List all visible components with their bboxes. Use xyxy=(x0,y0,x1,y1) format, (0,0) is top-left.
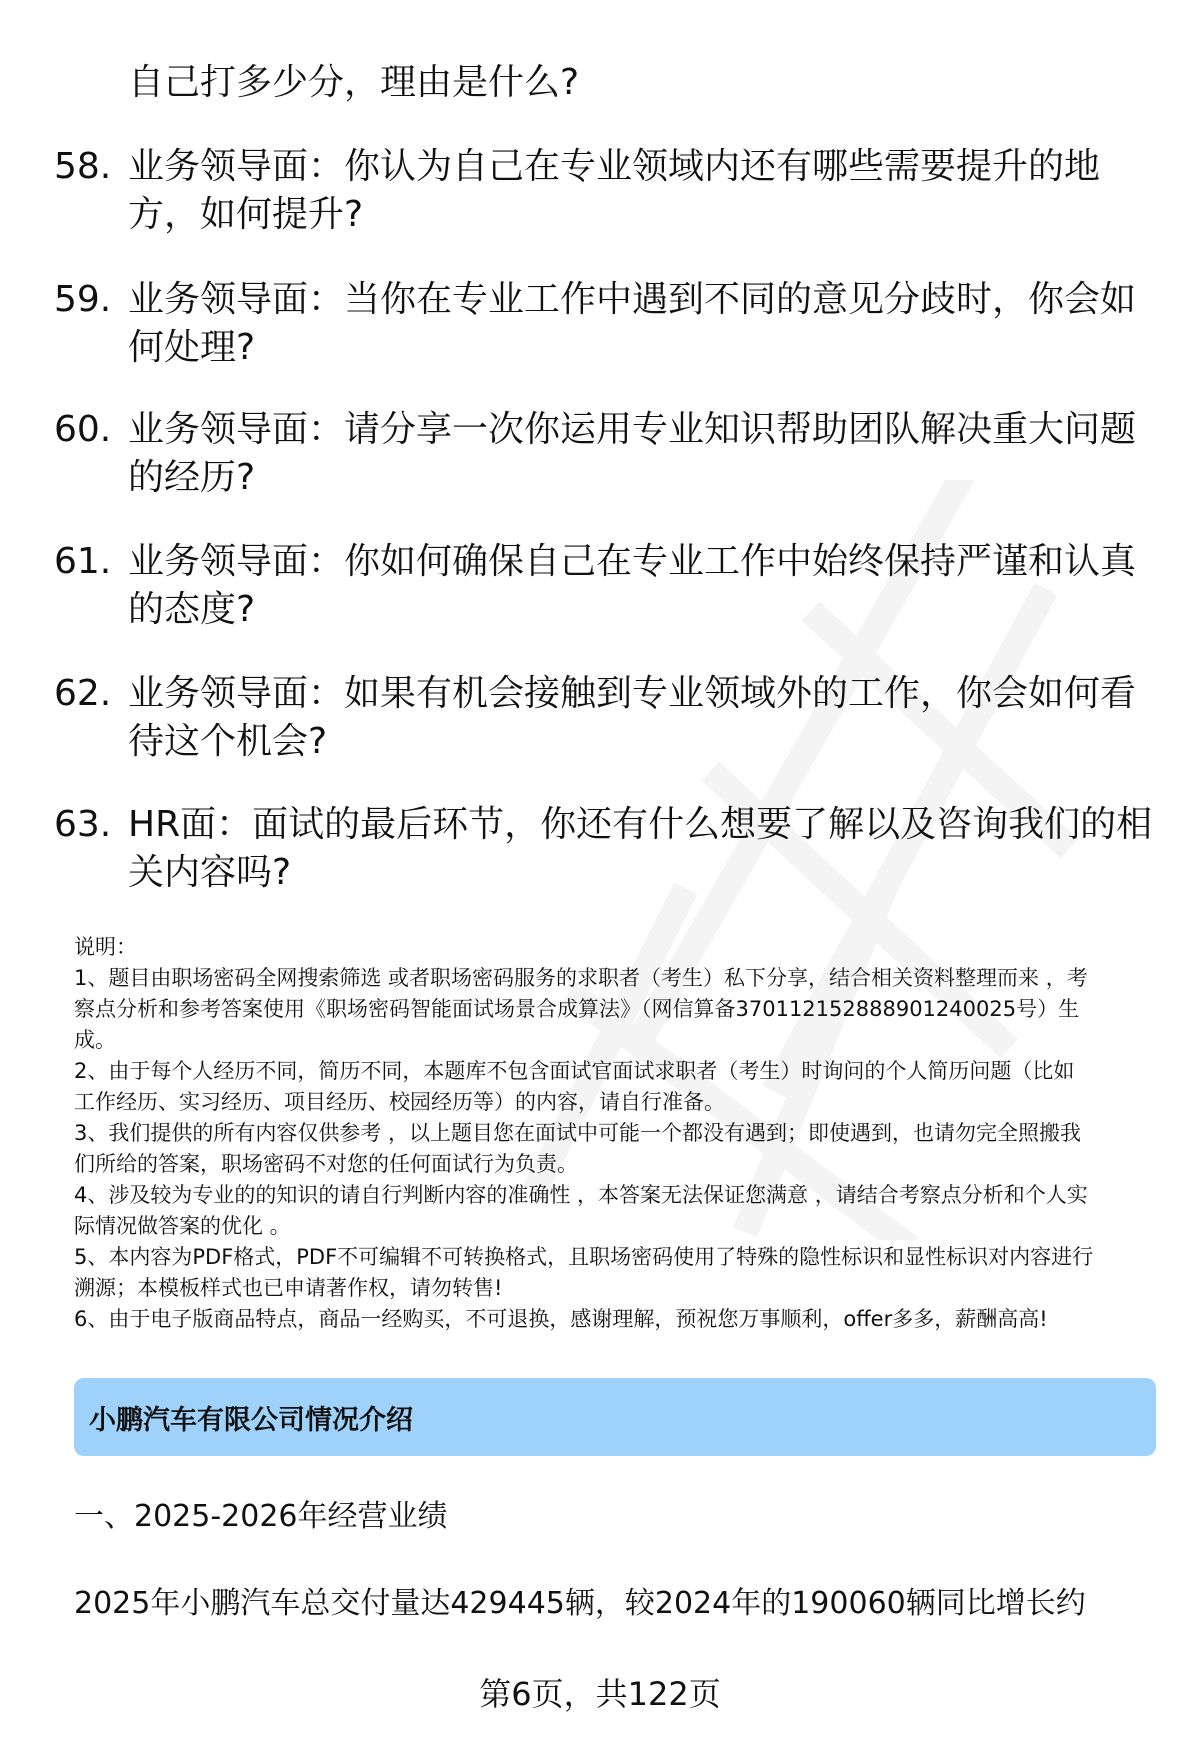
notes-line: 溯源；本模板样式也已申请著作权，请勿转售! xyxy=(74,1276,503,1300)
section-paragraph: 2025年小鹏汽车总交付量达429445辆，较2024年的190060辆同比增长约 xyxy=(74,1586,1086,1621)
disclaimer-notes xyxy=(74,932,1164,1335)
question-continuation-text: 自己打多少分，理由是什么? xyxy=(128,62,580,103)
question-line: 待这个机会? xyxy=(128,721,328,762)
banner-title: 小鹏汽车有限公司情况介绍 xyxy=(89,1404,413,1436)
question-number: 60. xyxy=(54,409,112,450)
notes-line: 察点分析和参考答案使用《职场密码智能面试场景合成算法》（网信算备370112152888901240025号）生 xyxy=(74,997,1080,1021)
question-line: 的经历? xyxy=(128,457,256,498)
question-number: 58. xyxy=(54,146,112,187)
notes-line: 6、由于电子版商品特点，商品一经购买，不可退换，感谢理解，预祝您万事顺利，offer多多，薪酬高高! xyxy=(74,1307,1048,1331)
question-line: 业务领导面：你认为自己在专业领域内还有哪些需要提升的地 xyxy=(128,146,1101,187)
question-line: 何处理? xyxy=(128,327,256,368)
notes-line: 2、由于每个人经历不同，简历不同，本题库不包含面试官面试求职者（考生）时询问的个人简历问题（比如 xyxy=(74,1059,1075,1083)
company-section-banner xyxy=(74,1378,1156,1456)
question-line: 业务领导面：你如何确保自己在专业工作中始终保持严谨和认真 xyxy=(128,541,1137,582)
notes-line: 际情况做答案的优化 。 xyxy=(74,1214,291,1238)
question-number: 61. xyxy=(54,541,112,582)
question-number: 63. xyxy=(54,804,112,845)
notes-line: 1、题目由职场密码全网搜索筛选 或者职场密码服务的求职者（考生）私下分享，结合相关资料整理而来 ，考 xyxy=(74,966,1088,990)
question-line: 关内容吗? xyxy=(128,852,292,893)
question-line: 的态度? xyxy=(128,589,256,630)
notes-line: 工作经历、实习经历、项目经历、校园经历等）的内容，请自行准备。 xyxy=(74,1090,725,1114)
notes-line: 成。 xyxy=(74,1028,116,1052)
notes-title: 说明： xyxy=(74,935,137,959)
notes-line: 5、本内容为PDF格式，PDF不可编辑不可转换格式，且职场密码使用了特殊的隐性标识和显性标识对内容进行 xyxy=(74,1245,1094,1269)
question-number: 62. xyxy=(54,673,112,714)
notes-line: 4、涉及较为专业的的知识的请自行判断内容的准确性 ，本答案无法保证您满意 ，请结合考察点分析和个人实 xyxy=(74,1183,1088,1207)
section-heading: 一、2025-2026年经营业绩 xyxy=(74,1499,448,1534)
question-line: 业务领导面：当你在专业工作中遇到不同的意见分歧时，你会如 xyxy=(128,279,1137,320)
notes-line: 们所给的答案，职场密码不对您的任何面试行为负责。 xyxy=(74,1152,578,1176)
page-indicator: 第6页，共122页 xyxy=(479,1675,721,1713)
question-line: 业务领导面：如果有机会接触到专业领域外的工作，你会如何看 xyxy=(128,673,1137,714)
question-number: 59. xyxy=(54,279,112,320)
question-line: 业务领导面：请分享一次你运用专业知识帮助团队解决重大问题 xyxy=(128,409,1137,450)
notes-line: 3、我们提供的所有内容仅供参考 ，以上题目您在面试中可能一个都没有遇到；即使遇到，也请勿完全照搬我 xyxy=(74,1121,1082,1145)
question-line: HR面：面试的最后环节，你还有什么想要了解以及咨询我们的相 xyxy=(128,804,1153,845)
question-line: 方，如何提升? xyxy=(128,194,364,235)
